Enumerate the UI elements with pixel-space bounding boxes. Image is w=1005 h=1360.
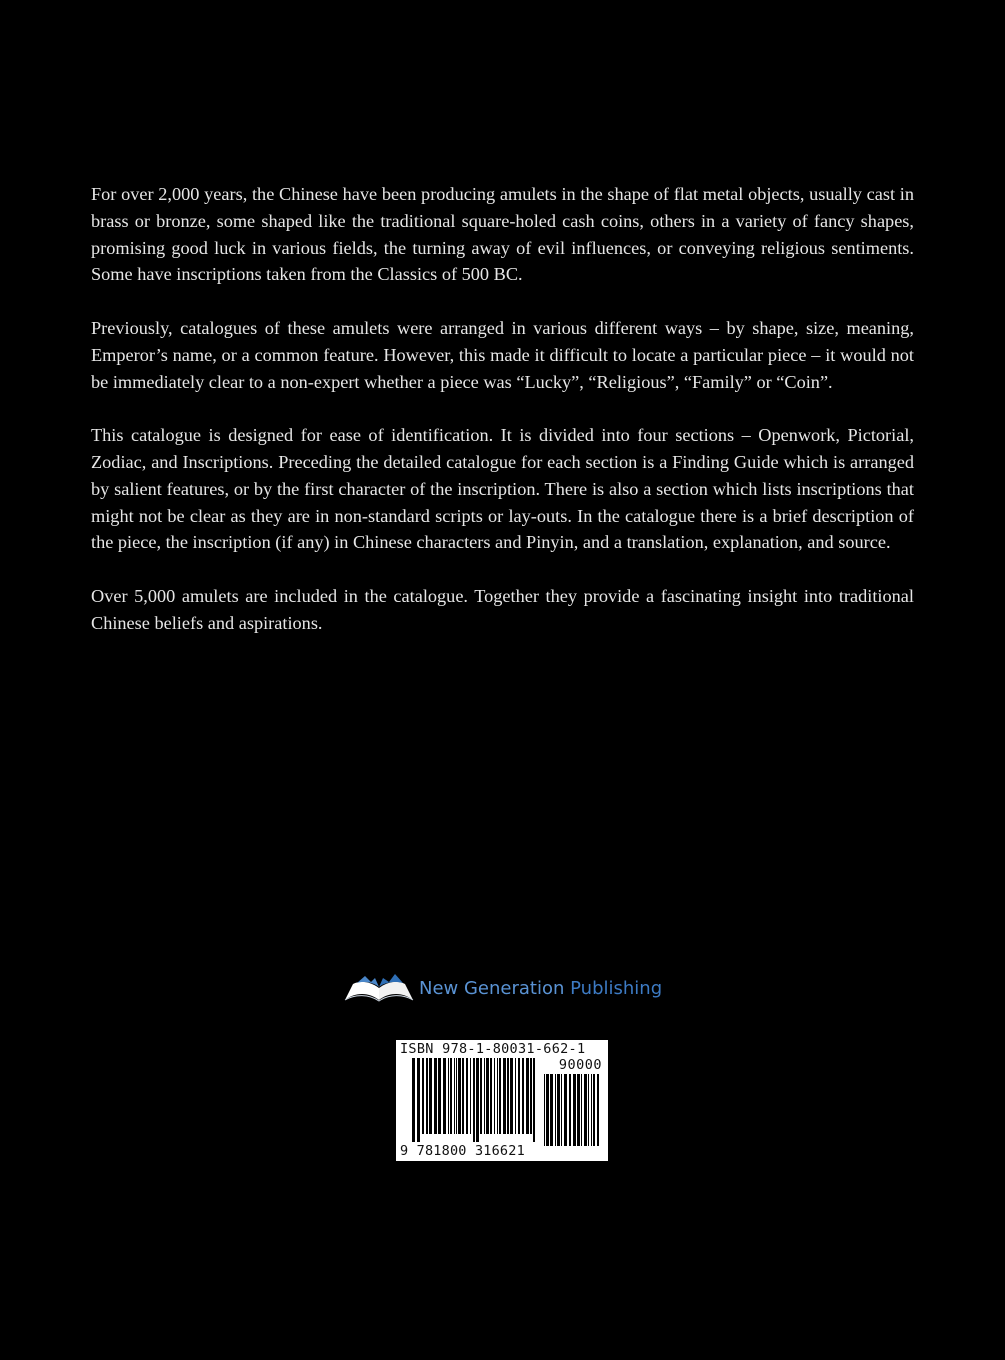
publisher-logo (343, 968, 662, 1008)
ean-barcode-bars-icon (412, 1058, 536, 1142)
blurb-paragraph: For over 2,000 years, the Chinese have been producing amulets in the shape of flat metal objects, usually cast in brass or bronze, some shaped like the traditional square-holed cash coins, others in a variety of fancy shapes, promising good luck in various fields, the turning away of evil influences, or conveying religious sentiments. Some have inscriptions taken from the Classics of 500 BC. (91, 184, 914, 285)
open-book-logo-icon (343, 970, 415, 1006)
addon-barcode-bars-icon (544, 1074, 602, 1154)
blurb-paragraph: Previously, catalogues of these amulets were arranged in various different ways – by shape, size, meaning, Emperor’s name, or a common feature. However, this made it difficult to locate a particular piece – it would not be immediately clear to a non-expert whether a piece was “Lucky”, “Religious”, “Family” or “Coin”. (91, 317, 914, 392)
back-cover-blurb (91, 181, 914, 663)
ean-digits: 9 781800 316621 (400, 1143, 525, 1159)
publisher-name-part1: New Generation (419, 977, 565, 999)
isbn-barcode (396, 1040, 608, 1161)
blurb-paragraph: This catalogue is designed for ease of identification. It is divided into four sections – Openwork, Pictorial, Zodiac, and Inscriptions. Preceding the detailed catalogue for each section is a Finding Guide which is arranged by salient features, or by the first character of the inscription. There is also a section which lists inscriptions that might not be clear as they are in non-standard scripts or lay-outs. In the catalogue there is a brief description of the piece, the inscription (if any) in Chinese characters and Pinyin, and a translation, explanation, and source. (91, 425, 914, 553)
price-code: 90000 (558, 1057, 602, 1073)
publisher-name (419, 978, 662, 999)
publisher-name-part2: Publishing (570, 977, 663, 999)
isbn-label: ISBN 978-1-80031-662-1 (400, 1041, 586, 1057)
blurb-paragraph: Over 5,000 amulets are included in the catalogue. Together they provide a fascinating insight into traditional Chinese beliefs and aspirations. (91, 585, 914, 633)
